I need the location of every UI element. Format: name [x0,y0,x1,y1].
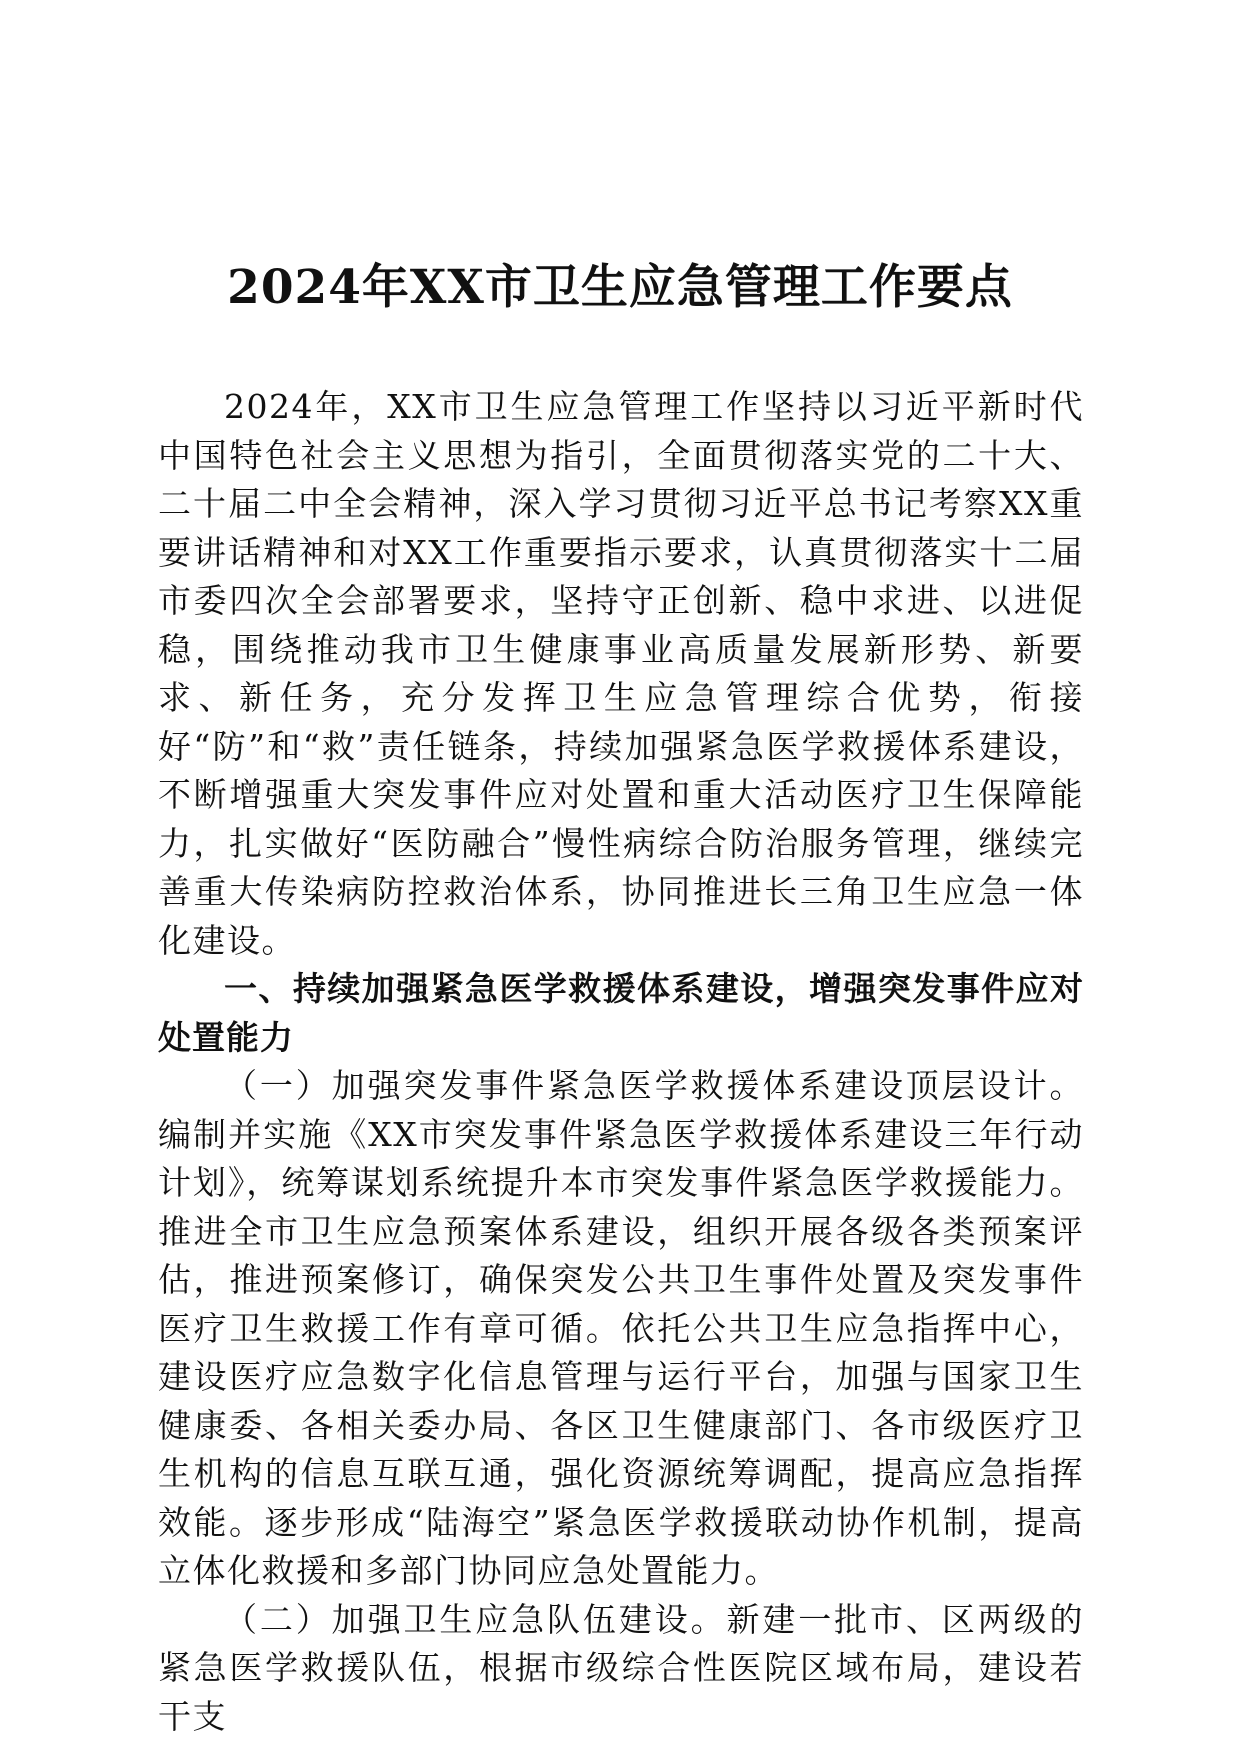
document-body [158,383,1084,1741]
item-label: （一）加强突发事件紧急医学救援体系建设顶层设计。 [224,1066,1084,1105]
item-text: 新建一批市、区两级的紧急医学救援队伍，根据市级综合性医院区域布局，建设若干支 [158,1599,1085,1736]
intro-paragraph: 2024年，XX市卫生应急管理工作坚持以习近平新时代中国特色社会主义思想为指引，全面贯彻落实党的二十大、二十届二中全会精神，深入学习贯彻习近平总书记考察XX重要讲话精神和对XX工作重要指示要求，认真贯彻落实十二届市委四次全会部署要求，坚持守正创新、稳中求进、以进促稳，围绕推动我市卫生健康事业高质量发展新形势、新要求、新任务，充分发挥卫生应急管理综合优势，衔接好“防”和“救”责任链条，持续加强紧急医学救援体系建设，不断增强重大突发事件应对处置和重大活动医疗卫生保障能力，扎实做好“医防融合”慢性病综合防治服务管理，继续完善重大传染病防控救治体系，协同推进长三角卫生应急一体化建设。 [158,387,1084,960]
document-title: 2024年XX市卫生应急管理工作要点 [227,260,1013,315]
paragraph-item-2 [158,1596,1084,1742]
item-label: （二）加强卫生应急队伍建设。 [224,1599,727,1639]
item-text: 编制并实施《XX市突发事件紧急医学救援体系建设三年行动计划》，统筹谋划系统提升本市突发事件紧急医学救援能力。推进全市卫生应急预案体系建设，组织开展各级各类预案评估，推进预案修订，确保突发公共卫生事件处置及突发事件医疗卫生救援工作有章可循。依托公共卫生应急指挥中心，建设医疗应急数字化信息管理与运行平台，加强与国家卫生健康委、各相关委办局、各区卫生健康部门、各市级医疗卫生机构的信息互联互通，强化资源统筹调配，提高应急指挥效能。逐步形成“陆海空”紧急医学救援联动协作机制，提高立体化救援和多部门协同应急处置能力。 [158,1114,1084,1590]
paragraph-item-1 [158,1062,1084,1596]
section-heading: 一、持续加强紧急医学救援体系建设，增强突发事件应对处置能力 [158,969,1084,1057]
